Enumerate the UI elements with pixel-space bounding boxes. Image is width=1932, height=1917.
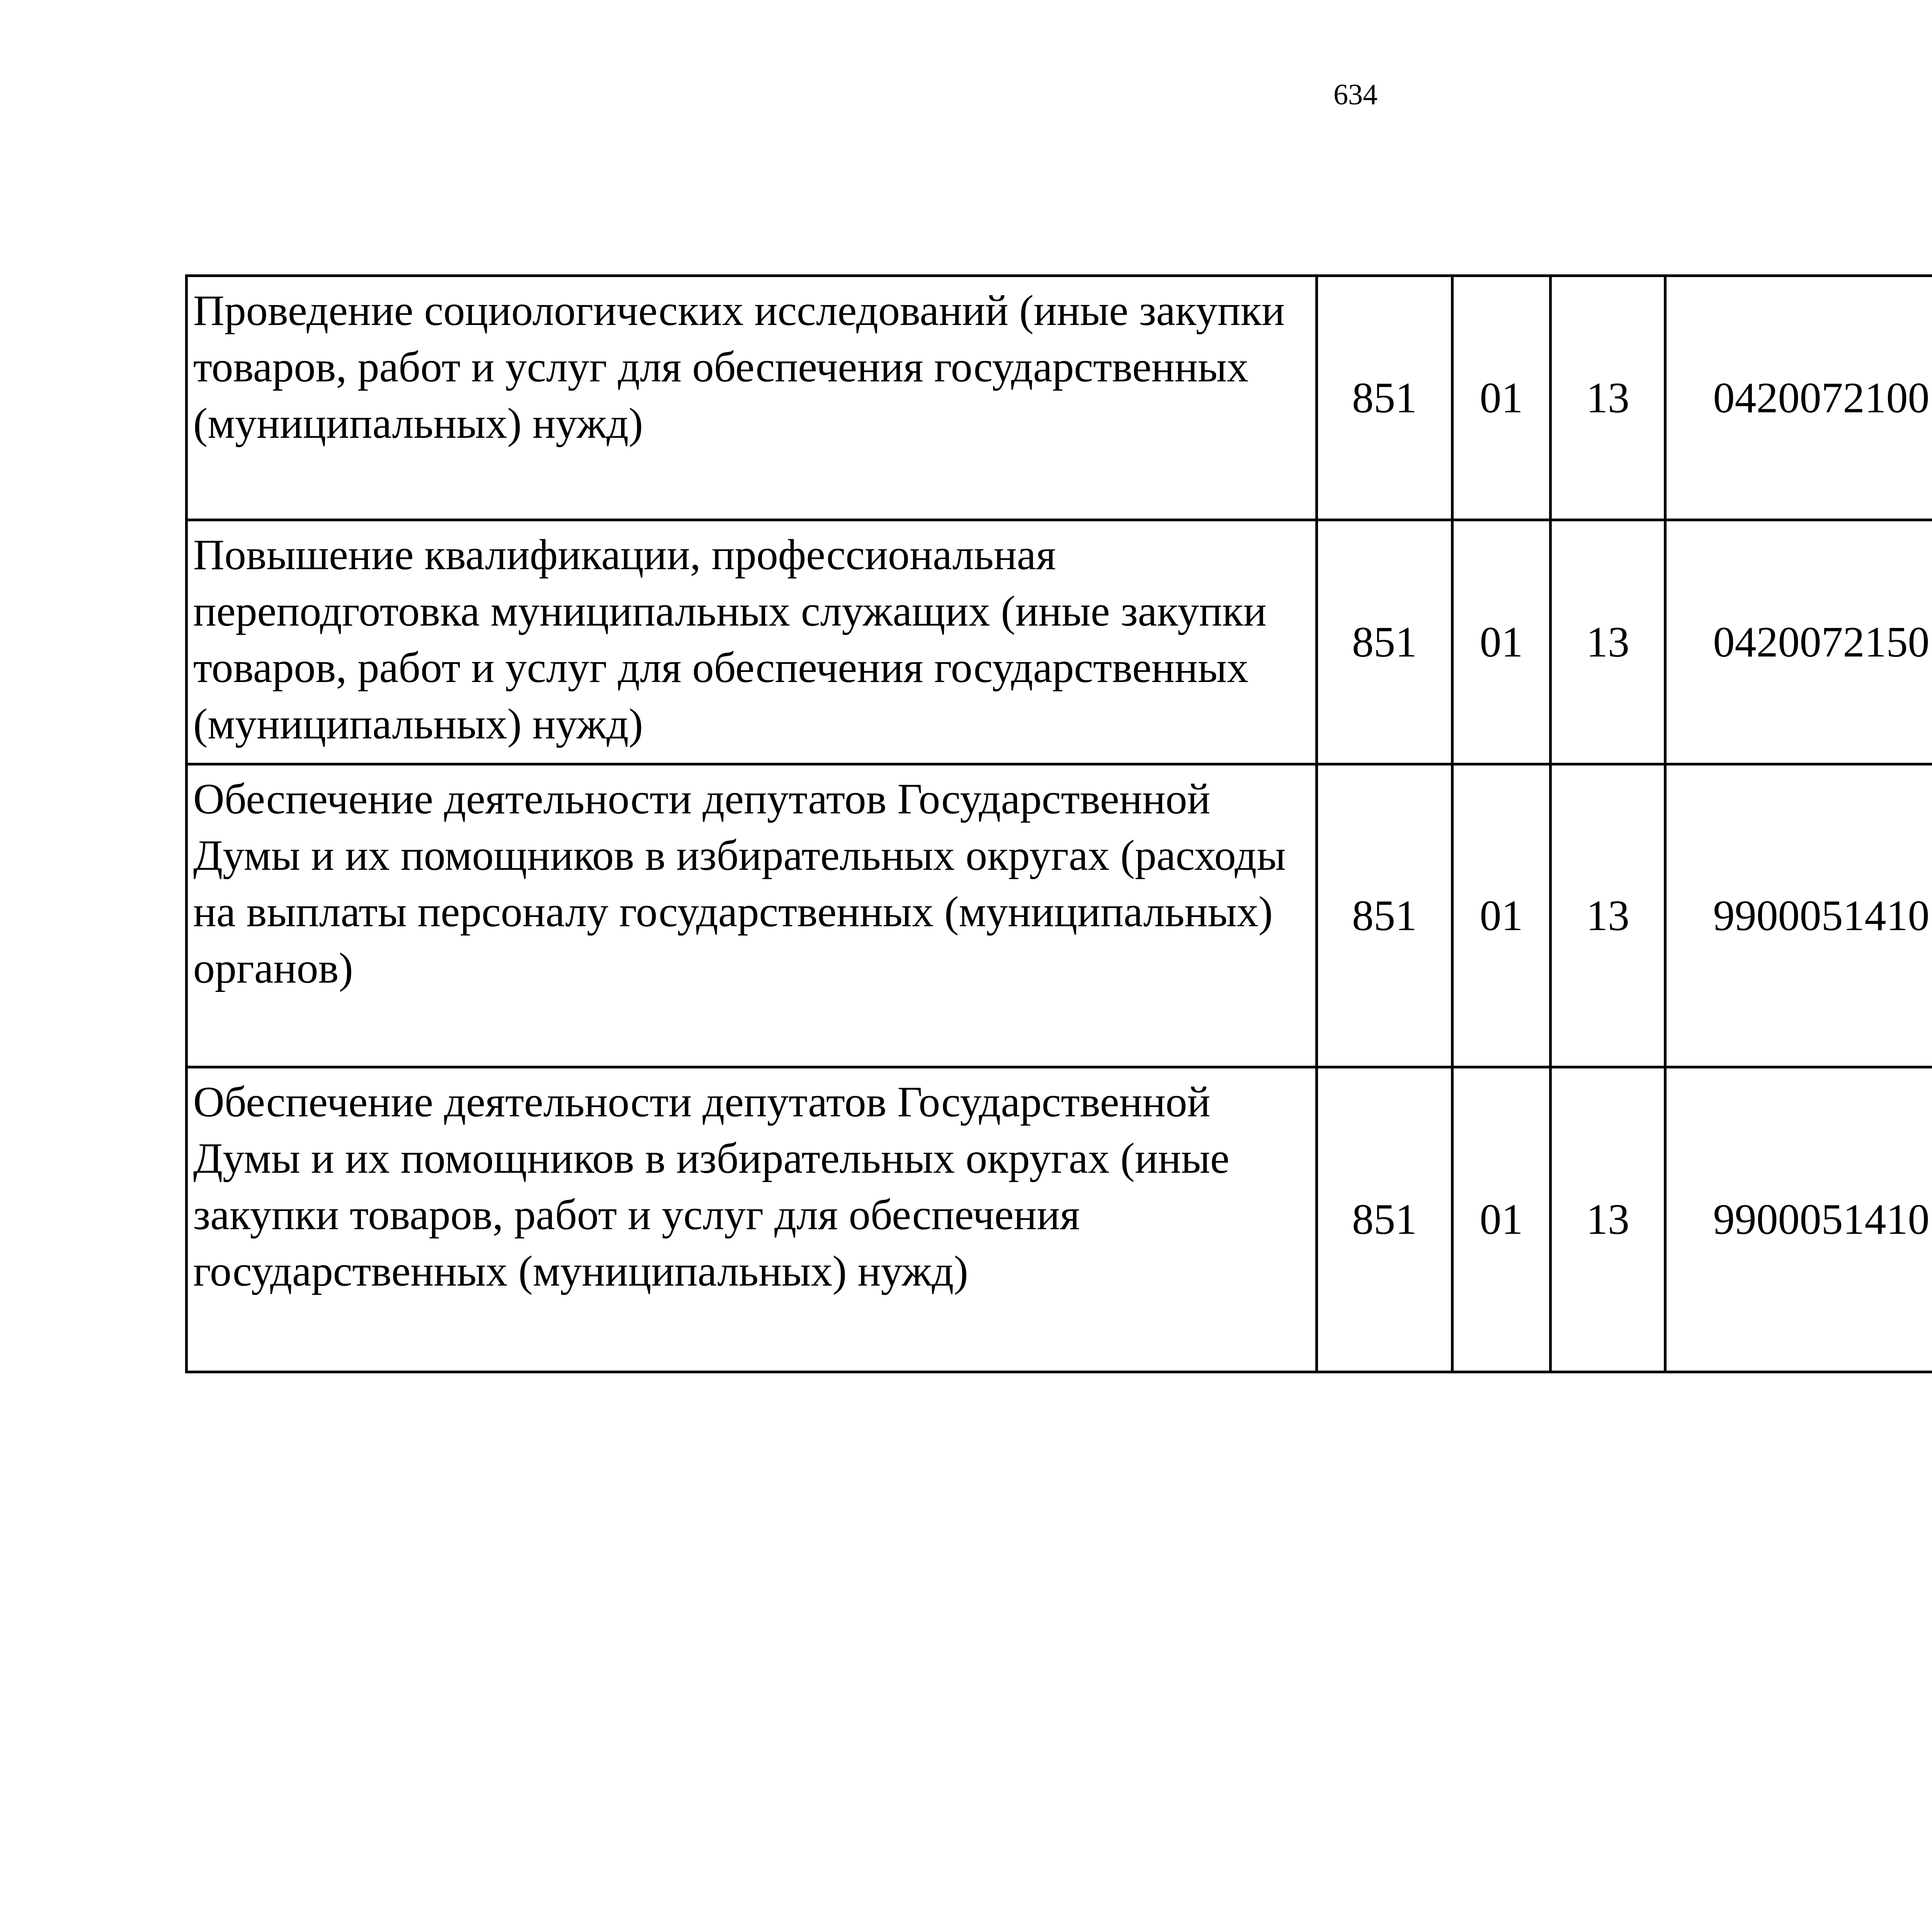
subsection-code: 13 bbox=[1551, 520, 1665, 764]
row-description: Повышение квалификации, профессиональная переподготовка муниципальных служащих (иные закупки товаров, работ и услуг для обеспечения государственных (муниципальных) нужд) bbox=[187, 520, 1317, 764]
target-article-code: 9900051410 bbox=[1665, 764, 1932, 1067]
subsection-code: 13 bbox=[1551, 1067, 1665, 1372]
table-row bbox=[187, 520, 1932, 764]
ministry-code: 851 bbox=[1317, 276, 1452, 520]
table-row bbox=[187, 764, 1932, 1067]
ministry-code: 851 bbox=[1317, 1067, 1452, 1372]
table-row bbox=[187, 276, 1932, 520]
subsection-code: 13 bbox=[1551, 764, 1665, 1067]
target-article-code: 0420072150 bbox=[1665, 520, 1932, 764]
row-description: Обеспечение деятельности депутатов Государственной Думы и их помощников в избирательных округах (иные закупки товаров, работ и услуг для обеспечения государственных (муниципальных) нужд) bbox=[187, 1067, 1317, 1372]
row-description: Проведение социологических исследований (иные закупки товаров, работ и услуг для обеспечения государственных (муниципальных) нужд) bbox=[187, 276, 1317, 520]
ministry-code: 851 bbox=[1317, 520, 1452, 764]
page-number: 634 bbox=[1333, 78, 1378, 111]
ministry-code: 851 bbox=[1317, 764, 1452, 1067]
target-article-code: 9900051410 bbox=[1665, 1067, 1932, 1372]
section-code: 01 bbox=[1452, 520, 1551, 764]
budget-table bbox=[185, 274, 1932, 1373]
table-row bbox=[187, 1067, 1932, 1372]
section-code: 01 bbox=[1452, 764, 1551, 1067]
section-code: 01 bbox=[1452, 1067, 1551, 1372]
subsection-code: 13 bbox=[1551, 276, 1665, 520]
section-code: 01 bbox=[1452, 276, 1551, 520]
target-article-code: 0420072100 bbox=[1665, 276, 1932, 520]
row-description: Обеспечение деятельности депутатов Государственной Думы и их помощников в избирательных округах (расходы на выплаты персоналу государственных (муниципальных) органов) bbox=[187, 764, 1317, 1067]
